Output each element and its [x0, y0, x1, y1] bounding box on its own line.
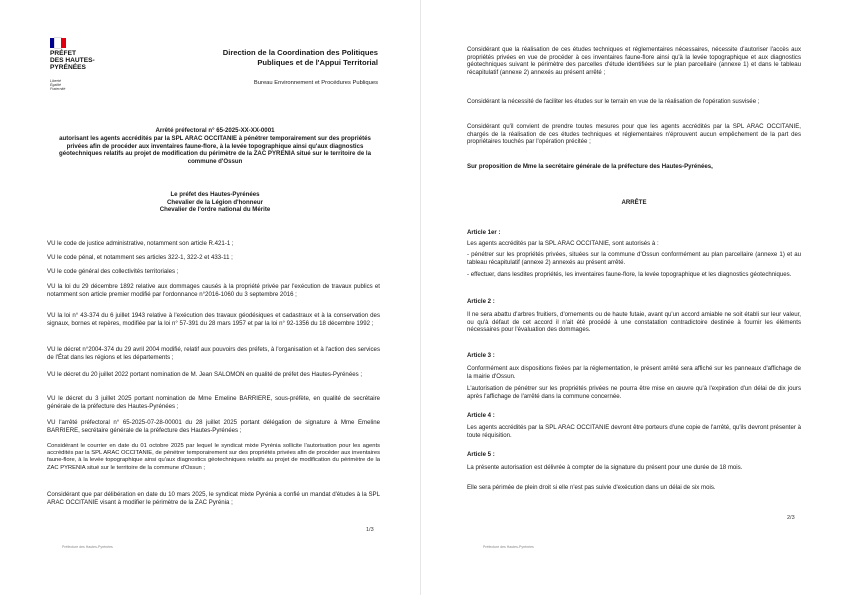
visa-5: VU la loi n° 43-374 du 6 juillet 1943 relative à l'exécution des travaux géodésiques et cadastraux et à la conservation des signaux, bornes et repères, modifiée par la loi n° 57-391 du 28 mars 1957 et par la loi n° 92-1356 du 18 décembre 1992 ; [47, 312, 380, 327]
considerant-2 [47, 491, 380, 506]
page-left [0, 0, 420, 595]
prefecture-name: PRÉFET DES HAUTES- PYRÉNÉES [50, 50, 95, 71]
bureau-title: Bureau Environnement et Procédures Publiques [253, 80, 378, 86]
page-footer: Préfecture des Hautes-Pyrénées [483, 545, 534, 549]
decree-title: Arrêté préfectoral n° 65-2025-XX-XX-0001 [155, 127, 275, 134]
article-2-paragraph-1: Il ne sera abattu d'arbres fruitiers, d'ornements ou de haute futaie, avant qu'un accord amiable ne soit établi sur leur valeur, ou qu'à défaut de cet accord il n'ait été procédé à une constatation contradictoire destinée à fournir les éléments nécessaires pour l'évaluation des dommages. [467, 311, 801, 334]
considerant-5: Considérant qu'il convient de prendre toutes mesures pour que les agents accrédités par la SPL ARAC OCCITANIE, chargés de la réalisation de ces études techniques et réglementaires n'éprouvent aucun empêchement de la part des propriétaires touchés par l'opération précitée ; [467, 123, 801, 146]
page-footer: Préfecture des Hautes-Pyrénées [62, 545, 113, 549]
republic-motto: Liberté Égalité Fraternité [50, 79, 66, 92]
article-5-paragraph-1: La présente autorisation est délivrée à compter de la signature du présent pour une durée de 18 mois. [467, 464, 743, 471]
visa-1: VU le code de justice administrative, notamment son article R.421-1 ; [47, 240, 234, 247]
article-5-paragraph-2: Elle sera périmée de plein droit si elle n'est pas suivie d'exécution dans un délai de six mois. [467, 484, 716, 491]
page-number: 2/3 [787, 515, 795, 521]
visa-9: VU l'arrêté préfectoral n° 65-2025-07-28-00001 du 28 juillet 2025 portant délégation de signature à Mme Emeline BARRIERE, secrétaire générale de la préfecture des Hautes-Pyrénées ; [47, 419, 380, 434]
marianne-logo [50, 38, 66, 48]
decree-subject: autorisant les agents accrédités par la SPL ARAC OCCITANIE à pénétrer temporairement sur des propriétés privées afin de procéder aux inventaires faune-flore, à la levée topographique ainsi qu'aux diagnostics géotechniques relatifs au projet de modification du périmètre de la ZAC PYRENIA situé sur le territoire de la commune d'Ossun [59, 135, 371, 165]
article-4-title: Article 4 : [467, 412, 495, 419]
article-5-title: Article 5 : [467, 451, 495, 458]
flag-red-band [61, 38, 66, 48]
article-1-paragraph-2: - pénétrer sur les propriétés privées, situées sur la commune d'Ossun conformément au plan parcellaire (annexe 1) et au tableau récapitulatif (annexe 2) annexés au présent arrêté. [467, 251, 801, 266]
article-3-title: Article 3 : [467, 352, 495, 359]
article-4-paragraph-1: Les agents accrédités par la SPL ARAC OCCITANIE devront être porteurs d'une copie de l'arrêté, qu'ils devront présenter à toute réquisition. [467, 424, 801, 439]
visa-7: VU le décret du 20 juillet 2022 portant nomination de M. Jean SALOMON en qualité de préfet des Hautes-Pyrénées ; [47, 371, 363, 378]
considerant-3: Considérant que la réalisation de ces études techniques et réglementaires nécessaires, nécessite d'autoriser l'accès aux propriétés privées en vue de procéder à ces inventaires faune-flore ainsi qu'à la levée topographique et aux diagnostics géotechniques suivant le périmètre des parcelles d'étude identifiées sur le plan parcellaire (annexe 1) et dans le tableau récapitulatif (annexe 2) annexés au présent arrêté ; [467, 46, 801, 76]
visa-4: VU la loi du 29 décembre 1892 relative aux dommages causés à la propriété privée par l'exécution de travaux publics et notamment son article premier modifié par l'ordonnance n°2016-1060 du 3 septembre 2016 ; [47, 283, 380, 298]
prefect-honour-2: Chevalier de l'ordre national du Mérite [159, 206, 271, 214]
prefect-title: Le préfet des Hautes-Pyrénées [170, 191, 260, 198]
decision-title: ARRÊTE [621, 199, 647, 206]
considerant-4: Considérant la nécessité de faciliter les études sur le terrain en vue de la réalisation de l'opération susvisée ; [467, 98, 760, 105]
proposal-line: Sur proposition de Mme la secrétaire générale de la préfecture des Hautes-Pyrénées, [467, 163, 713, 170]
considerant-1-text: Considérant le courrier en date du 01 octobre 2025 par lequel le syndicat mixte Pyrénia sollicite l'autorisation pour les agents accrédités par la SPL ARAC OCCITANIE, de pénétrer temporairement sur des propriétés privées afin de procéder aux inventaires faune-flore, à la levée topographique ainsi qu'aux diagnostics géotechniques relatifs au projet de modification du périmètre de la ZAC PYRENIA situé sur le territoire de la commune d'Ossun ; [47, 443, 380, 471]
visa-8: VU le décret du 3 juillet 2025 portant nomination de Mme Emeline BARRIERE, sous-préfète, en qualité de secrétaire générale de la préfecture des Hautes-Pyrénées ; [47, 395, 380, 410]
article-3-paragraph-1: Conformément aux dispositions fixées par la réglementation, le présent arrêté sera affiché sur les panneaux d'affichage de la mairie d'Ossun. [467, 365, 801, 380]
article-3-paragraph-2: L'autorisation de pénétrer sur les propriétés privées ne pourra être mise en œuvre qu'à l'expiration d'un délai de dix jours après l'affichage de l'arrêté dans la commune concernée. [467, 385, 801, 400]
considerant-1 [47, 443, 380, 472]
page-number: 1/3 [366, 527, 374, 533]
direction-title: Direction de la Coordination des Politiques Publiques et de l'Appui Territorial [222, 48, 378, 67]
visa-3: VU le code général des collectivités territoriales ; [47, 268, 179, 275]
prefect-honour-1: Chevalier de la Légion d'honneur [167, 198, 263, 206]
article-1-paragraph-3: - effectuer, dans lesdites propriétés, les inventaires faune-flore, la levée topographique et les diagnostics géotechniques. [467, 271, 792, 278]
article-2-title: Article 2 : [467, 298, 495, 305]
article-1-title: Article 1er : [467, 229, 501, 236]
visa-6: VU le décret n°2004-374 du 29 avril 2004 modifié, relatif aux pouvoirs des préfets, à l'organisation et à l'action des services de l'État dans les régions et les départements ; [47, 346, 380, 361]
article-1-paragraph-1: Les agents accrédités par la SPL ARAC OCCITANIE, sont autorisés à : [467, 240, 659, 247]
considerant-2-text: Considérant que par délibération en date du 10 mars 2025, le syndicat mixte Pyrénia a confié un mandat d'études à la SPL ARAC OCCITANIE visant à modifier le périmètre de la ZAC Pyrénia ; [47, 491, 380, 506]
page-right [421, 0, 841, 595]
visa-2: VU le code pénal, et notamment ses articles 322-1, 322-2 et 433-11 ; [47, 254, 233, 261]
